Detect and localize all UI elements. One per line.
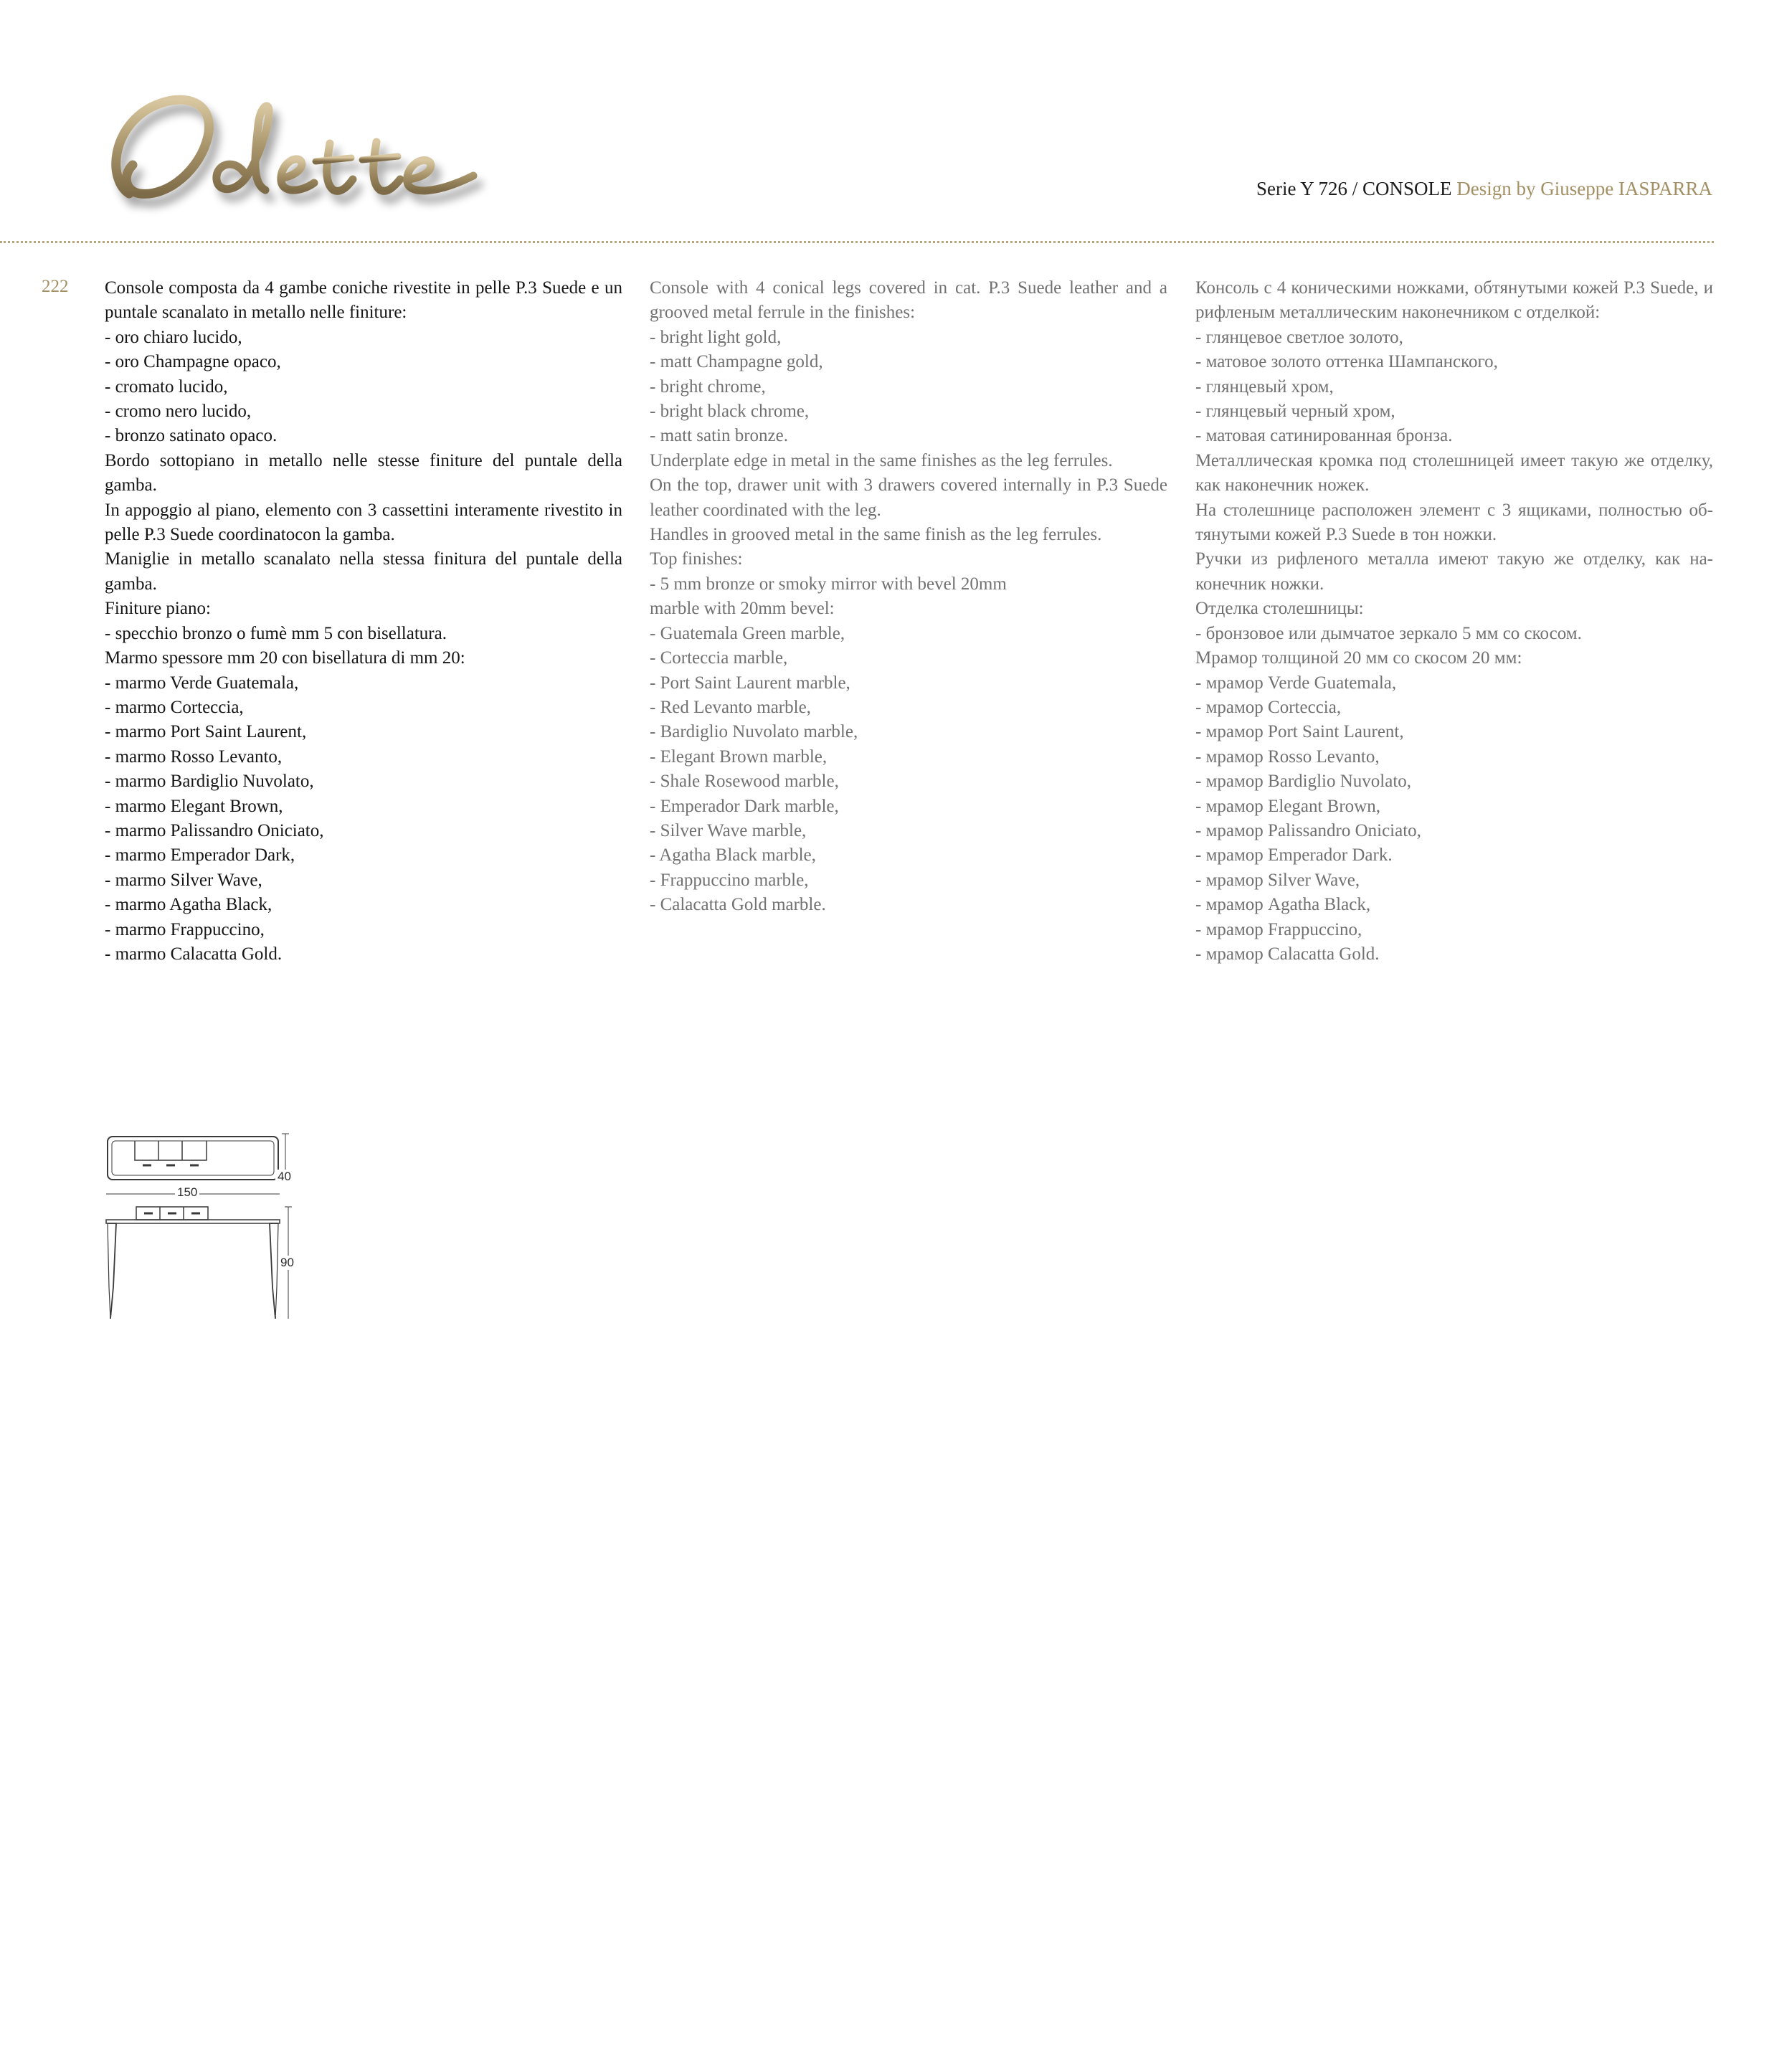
text-line: - marmo Calacatta Gold.: [105, 944, 283, 964]
text-line: - бронзовое или дымчатое зеркало 5 мм со скосом.: [1195, 623, 1582, 643]
text-line: - marmo Palissandro Oniciato,: [105, 820, 324, 840]
text-line: - мрамор Rosso Levanto,: [1195, 746, 1380, 767]
front-view-top: [106, 1220, 280, 1223]
text-line: Металлическая кромка под столешницей имеет такую же отделку, как наконечник ножек.: [1195, 450, 1713, 496]
text-line: Мрамор толщиной 20 мм со скосом 20 мм:: [1195, 648, 1522, 668]
text-line: - marmo Frappuccino,: [105, 919, 265, 939]
text-line: - oro Champagne opaco,: [105, 352, 281, 372]
page-number: 222: [42, 277, 69, 296]
text-line: - marmo Rosso Levanto,: [105, 746, 283, 767]
text-line: - мрамор Elegant Brown,: [1195, 796, 1380, 816]
description-italian: [105, 276, 622, 967]
text-line: Top finishes:: [650, 549, 743, 569]
text-line: - мрамор Bardiglio Nuvolato,: [1195, 772, 1412, 792]
text-line: Отделка столешницы:: [1195, 599, 1364, 619]
text-line: - marmo Bardiglio Nuvolato,: [105, 772, 314, 792]
text-line: - матовое золото оттенка Шампанского,: [1195, 352, 1498, 372]
text-line: - мрамор Emperador Dark.: [1195, 845, 1393, 866]
text-line: - bronzo satinato opaco.: [105, 426, 278, 446]
designer-credit: Design by Giuseppe IASPARRA: [1456, 178, 1712, 199]
top-view-outline: [108, 1137, 278, 1180]
text-line: Console with 4 conical legs covered in cat. P.3 Suede leather and a grooved metal ferrule in the finishes:: [650, 278, 1167, 323]
text-line: - marmo Verde Guatemala,: [105, 673, 299, 693]
text-line: - глянцевый черный хром,: [1195, 402, 1395, 422]
description-english: [650, 276, 1167, 918]
text-line: In appoggio al piano, elemento con 3 cassettini interamente rivestito in pelle P.3 Suede coordinatocon la gamba.: [105, 500, 622, 545]
text-line: On the top, drawer unit with 3 drawers covered internally in P.3 Suede leather coordinated with the leg.: [650, 475, 1167, 520]
text-line: - cromo nero lucido,: [105, 402, 252, 422]
text-line: На столешнице расположен элемент с 3 ящиками, полностью обтянутыми кожей P.3 Suede в тон ножки.: [1195, 500, 1713, 545]
text-line: - Port Saint Laurent marble,: [650, 673, 850, 693]
text-line: Bordo sottopiano in metallo nelle stesse finiture del puntale della gamba.: [105, 450, 622, 496]
text-line: - глянцевый хром,: [1195, 376, 1334, 397]
header-series-line: [1256, 178, 1712, 200]
text-line: Консоль с 4 коническими ножками, обтянутыми кожей P.3 Suede, и рифленым металлическим наконечником с отделкой:: [1195, 278, 1713, 323]
text-line: - Shale Rosewood marble,: [650, 772, 839, 792]
text-line: - Corteccia marble,: [650, 648, 788, 668]
odette-logo: [100, 86, 531, 229]
text-line: - specchio bronzo o fumè mm 5 con bisellatura.: [105, 623, 447, 643]
text-line: - Guatemala Green marble,: [650, 623, 845, 643]
text-line: - мрамор Port Saint Laurent,: [1195, 722, 1404, 742]
text-line: - Agatha Black marble,: [650, 845, 816, 866]
text-line: - matt Champagne gold,: [650, 352, 823, 372]
text-line: - мрамор Palissandro Oniciato,: [1195, 820, 1421, 840]
text-line: - Bardiglio Nuvolato marble,: [650, 722, 858, 742]
depth-dimension-label: 40: [275, 1170, 293, 1184]
text-line: - oro chiaro lucido,: [105, 327, 242, 347]
text-line: - Elegant Brown marble,: [650, 746, 828, 767]
text-line: - мрамор Frappuccino,: [1195, 919, 1362, 939]
text-line: - мрамор Calacatta Gold.: [1195, 944, 1380, 964]
text-line: - Frappuccino marble,: [650, 870, 809, 890]
text-line: - Emperador Dark marble,: [650, 796, 839, 816]
text-line: - marmo Emperador Dark,: [105, 845, 295, 866]
text-line: - cromato lucido,: [105, 376, 228, 397]
text-line: - 5 mm bronze or smoky mirror with bevel 20mm: [650, 574, 1007, 594]
text-line: Underplate edge in metal in the same finishes as the leg ferrules.: [650, 450, 1113, 470]
series-title: Serie Y 726 / CONSOLE: [1256, 178, 1452, 199]
text-line: Ручки из рифленого металла имеют такую же отделку, как наконечник ножки.: [1195, 549, 1713, 594]
height-dimension-label: 90: [278, 1256, 296, 1270]
console-technical-drawing: [100, 1129, 316, 1345]
text-line: - marmo Elegant Brown,: [105, 796, 283, 816]
text-line: Maniglie in metallo scanalato nella stessa finitura del puntale della gamba.: [105, 549, 622, 594]
text-line: - marmo Agatha Black,: [105, 895, 272, 915]
text-line: - marmo Silver Wave,: [105, 870, 262, 890]
top-view-drawer-unit: [135, 1141, 207, 1160]
text-line: - bright chrome,: [650, 376, 766, 397]
text-line: - глянцевое светлое золото,: [1195, 327, 1403, 347]
text-line: - bright black chrome,: [650, 402, 810, 422]
text-line: - Silver Wave marble,: [650, 820, 807, 840]
text-line: - matt satin bronze.: [650, 426, 788, 446]
header-divider: [0, 241, 1714, 243]
text-line: Finiture piano:: [105, 599, 211, 619]
text-line: - Red Levanto marble,: [650, 697, 811, 717]
text-line: - мрамор Agatha Black,: [1195, 895, 1371, 915]
text-line: - мрамор Corteccia,: [1195, 697, 1342, 717]
text-line: - marmo Port Saint Laurent,: [105, 722, 307, 742]
text-line: Console composta da 4 gambe coniche rivestite in pelle P.3 Suede e un puntale scanalato in metallo nelle finiture:: [105, 278, 622, 323]
text-line: - bright light gold,: [650, 327, 782, 347]
text-line: - marmo Corteccia,: [105, 697, 244, 717]
width-dimension-label: 150: [175, 1185, 199, 1200]
text-line: - мрамор Silver Wave,: [1195, 870, 1360, 890]
text-line: - матовая сатинированная бронза.: [1195, 426, 1453, 446]
text-line: marble with 20mm bevel:: [650, 599, 835, 619]
text-line: - мрамор Verde Guatemala,: [1195, 673, 1397, 693]
text-line: - Calacatta Gold marble.: [650, 895, 826, 915]
description-russian: [1195, 276, 1713, 967]
text-line: Marmo spessore mm 20 con bisellatura di mm 20:: [105, 648, 465, 668]
text-line: Handles in grooved metal in the same finish as the leg ferrules.: [650, 525, 1102, 545]
